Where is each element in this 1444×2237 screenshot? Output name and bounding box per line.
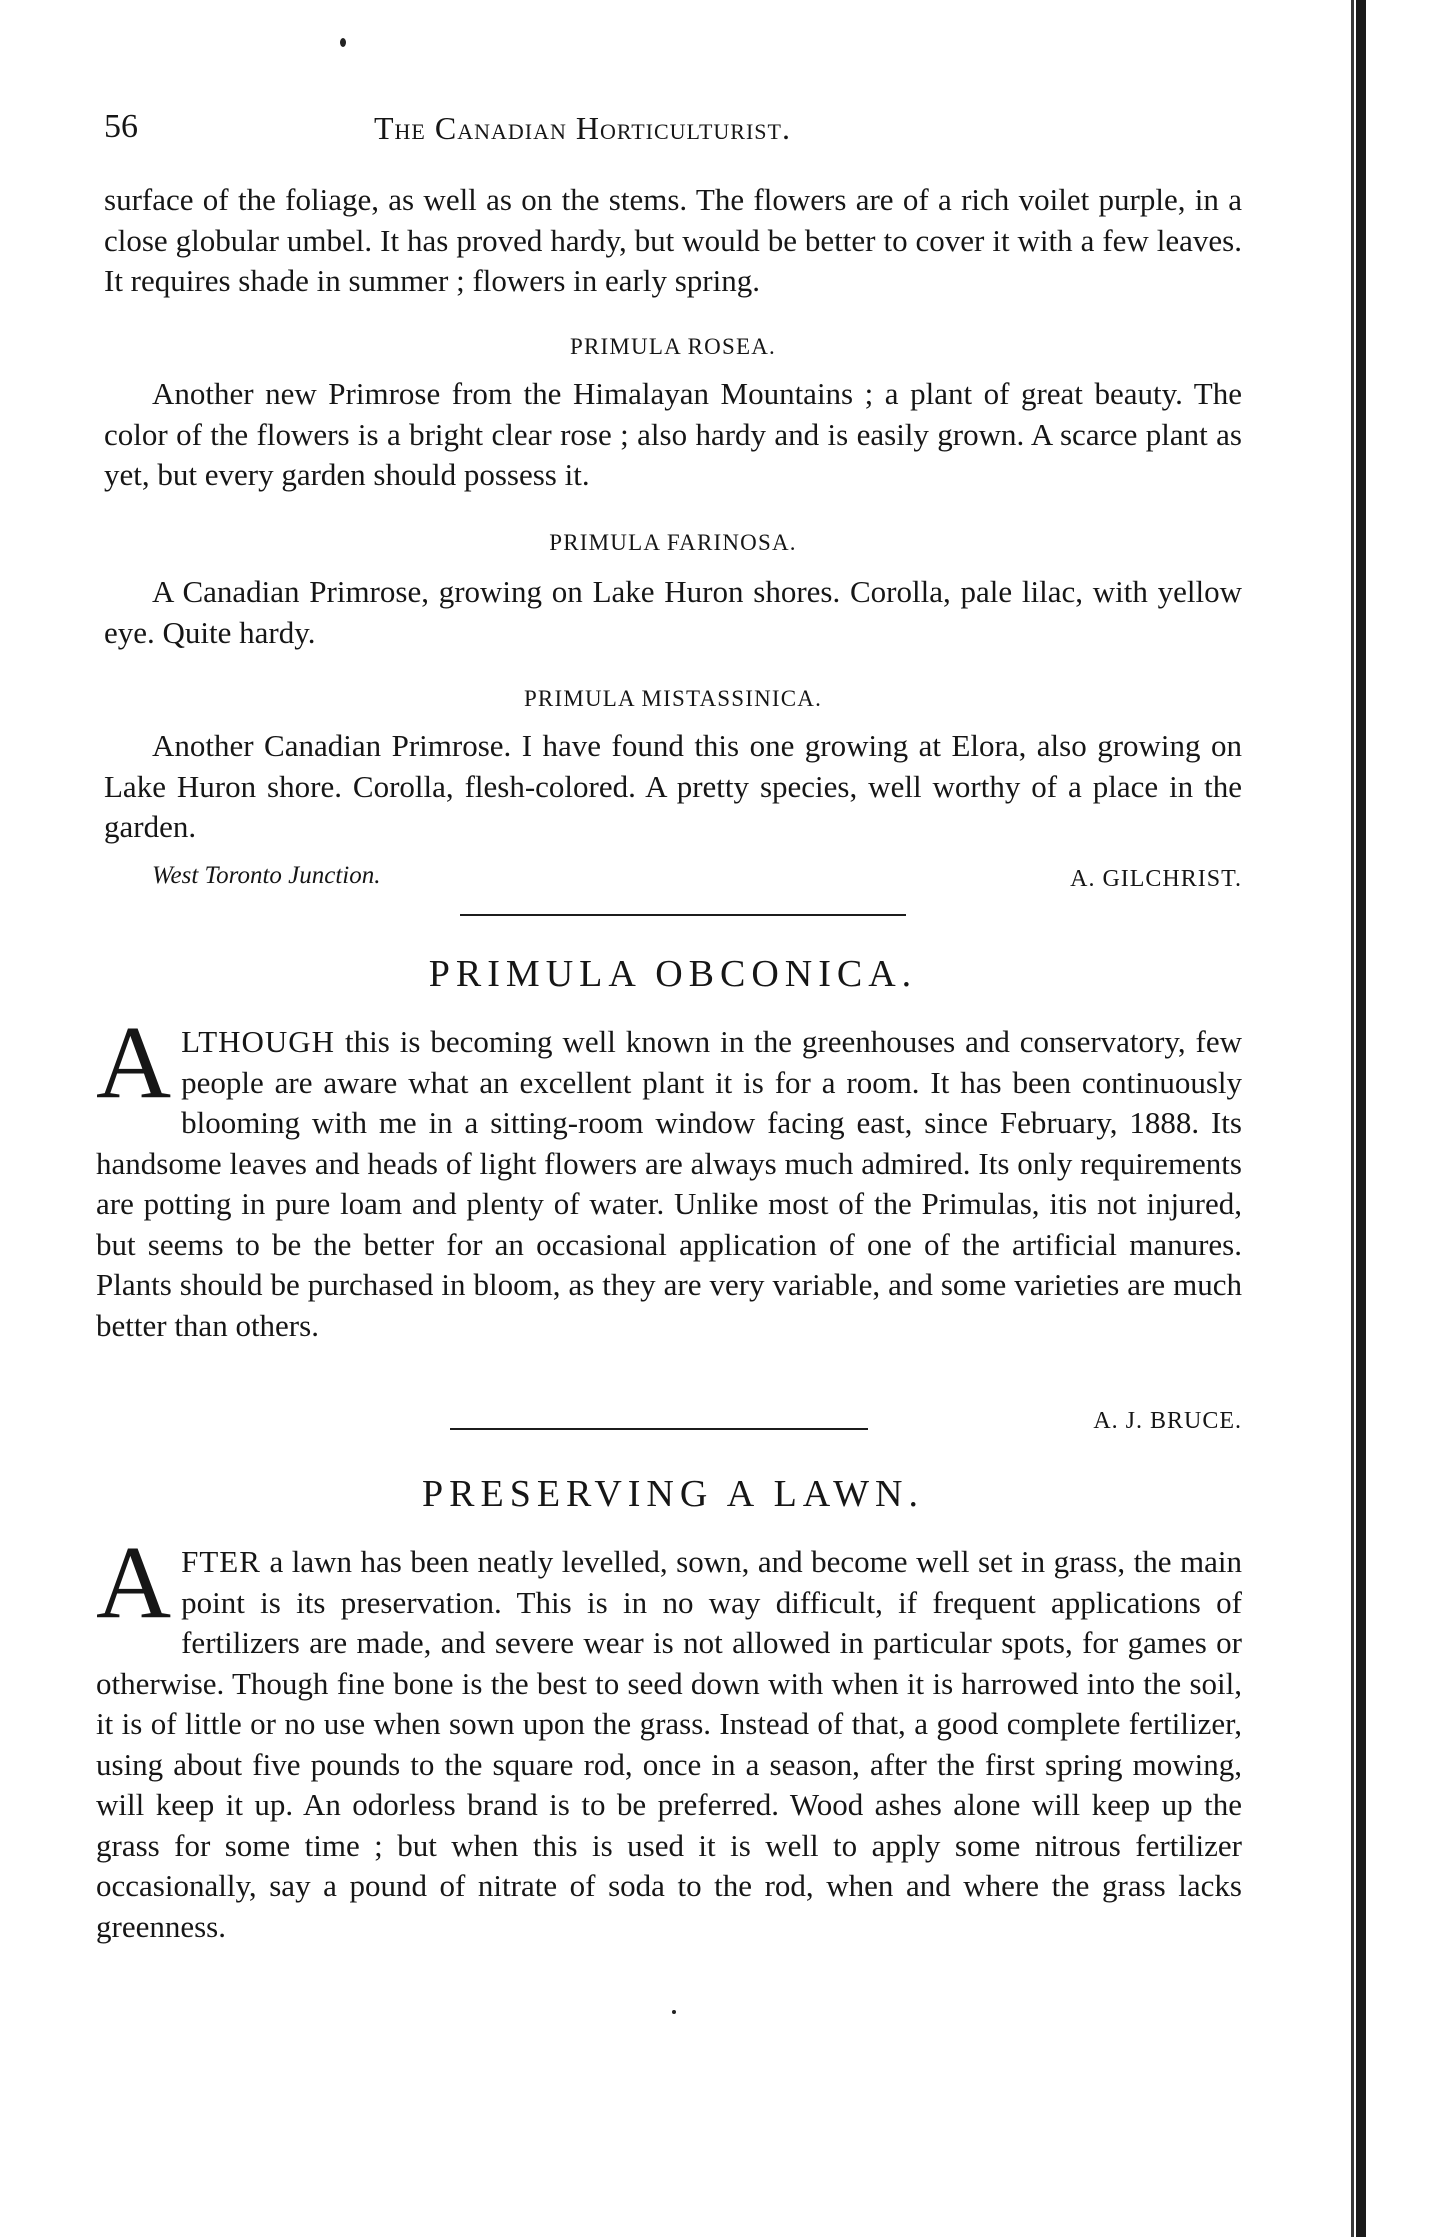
article-text: this is becoming well known in the greenhouses and conservatory, few people are aware what an excellent plant it is for a room. It has been continuously blooming with me in a sitting-room window facing east, since February, 1888. Its handsome leaves and heads of light flowers are always much admired. Its only requirements are potting in pure loam and plenty of water. Unlike most of the Primulas, itis not injured, but seems to be the better for an occasional application of one of the artificial manures. Plants should be purchased in bloom, as they are very variable, and some varieties are much better than others. <box>96 1024 1242 1343</box>
page-number: 56 <box>104 108 138 145</box>
continued-paragraph: surface of the foliage, as well as on the stems. The flowers are of a rich voilet purple, in a close globular umbel. It has proved hardy, but would be better to cover it with a few leaves. It requires shade in summer ; flowers in early spring. <box>104 182 1242 298</box>
page-header <box>104 108 1244 158</box>
ink-speck <box>340 38 346 47</box>
drop-cap: A <box>96 1005 172 1120</box>
binding-edge <box>1356 0 1366 2237</box>
entry-primula-mistassinica <box>104 726 1242 848</box>
subheading-primula-farinosa: PRIMULA FARINOSA. <box>549 530 797 555</box>
binding-edge-inner <box>1351 0 1354 2237</box>
article-paragraph-primula-obconica <box>96 1005 1242 1346</box>
subheading-primula-mistassinica: PRIMULA MISTASSINICA. <box>523 686 823 711</box>
signature-author: A. J. BRUCE. <box>1093 1408 1242 1434</box>
section-divider <box>450 1428 868 1430</box>
continued-paragraph-block <box>104 180 1242 302</box>
drop-cap: A <box>96 1525 172 1640</box>
article-body-primula-obconica <box>96 1005 1242 1346</box>
entry-text-primula-mistassinica: Another Canadian Primrose. I have found this one growing at Elora, also growing on Lake Huron shore. Corolla, flesh-colored. A pretty species, well worthy of a place in the garden. <box>104 728 1242 844</box>
article-paragraph-preserving-a-lawn <box>96 1525 1242 1947</box>
first-word: FTER <box>181 1544 261 1579</box>
entry-text-primula-rosea: Another new Primrose from the Himalayan Mountains ; a plant of great beauty. The color of the flowers is a bright clear rose ; also hardy and is easily grown. A scarce plant as yet, but every garden should possess it. <box>104 376 1242 492</box>
article-title-primula-obconica: PRIMULA OBCONICA. <box>428 953 918 995</box>
subheading-primula-rosea: PRIMULA ROSEA. <box>570 334 776 359</box>
ink-speck <box>672 2010 676 2014</box>
article-title-preserving-a-lawn: PRESERVING A LAWN. <box>422 1473 924 1515</box>
signature-author: A. GILCHRIST. <box>1070 866 1242 892</box>
running-title: The Canadian Horticulturist. <box>374 110 791 146</box>
signature-bruce <box>104 1404 1242 1444</box>
entry-primula-rosea <box>104 374 1242 496</box>
entry-text-primula-farinosa: A Canadian Primrose, growing on Lake Huron shores. Corolla, pale lilac, with yellow eye. Quite hardy. <box>104 574 1242 650</box>
signature-gilchrist <box>104 862 1242 902</box>
article-body-preserving-a-lawn <box>96 1525 1242 1947</box>
first-word: LTHOUGH <box>181 1024 336 1059</box>
article-text: a lawn has been neatly levelled, sown, and become well set in grass, the main point is its preservation. This is in no way difficult, if frequent applications of fertilizers are made, and severe wear is not allowed in particular spots, for games or otherwise. Though fine bone is the best to seed down with when it is harrowed into the soil, it is of little or no use when sown upon the grass. Instead of that, a good complete fertilizer, using about five pounds to the square rod, once in a season, after the first spring mowing, will keep it up. An odorless brand is to be preferred. Wood ashes alone will keep up the grass for some time ; but when this is used it is well to apply some nitrous fertilizer occasionally, say a pound of nitrate of soda to the rod, when and where the grass lacks greenness. <box>96 1544 1242 1944</box>
entry-primula-farinosa <box>104 572 1242 653</box>
signature-place: West Toronto Junction. <box>152 862 381 889</box>
section-divider <box>460 914 906 916</box>
